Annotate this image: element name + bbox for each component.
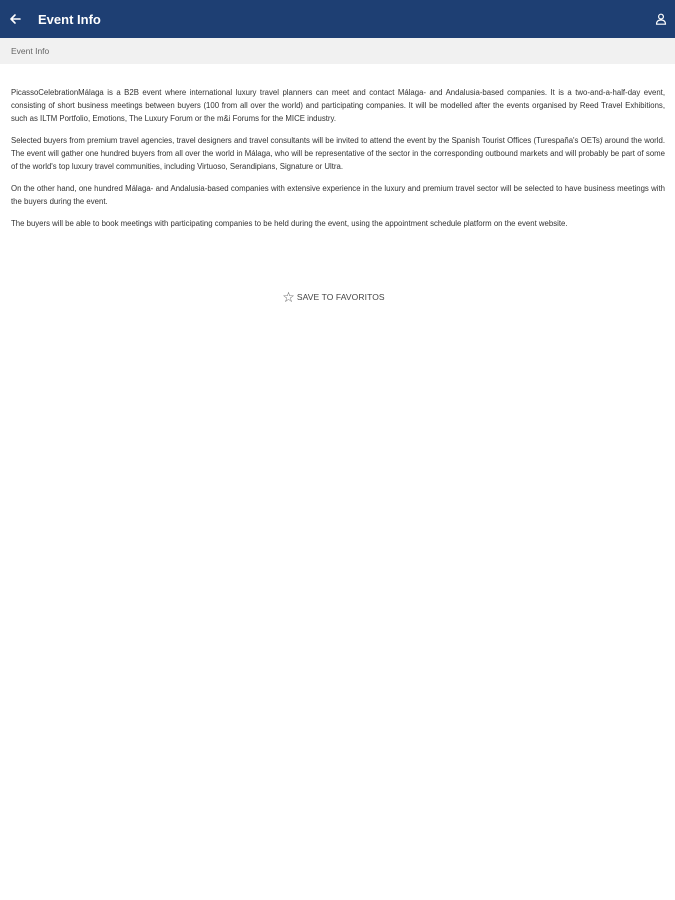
profile-button[interactable] (649, 0, 673, 38)
back-button[interactable] (0, 0, 30, 38)
save-to-favorites-button[interactable] (0, 288, 675, 306)
description-paragraph: On the other hand, one hundred Málaga- and Andalusia-based companies with extensive experience in the luxury and premium travel sector will be selected to have business meetings with the buyers during the event. (11, 184, 665, 206)
breadcrumb-label: Event Info (11, 46, 50, 56)
description-paragraph: Selected buyers from premium travel agencies, travel designers and travel consultants will be invited to attend the event by the Spanish Tourist Offices (Turespaña's OETs) around the world. The event will gather one hundred buyers from all over the world in Málaga, who will be representative of the sector in the corresponding outbound markets and will probably be part of some of the world's top luxury travel communities, including Virtuoso, Serandipians, Signature or Ultra. (11, 136, 665, 171)
description-paragraph: The buyers will be able to book meetings with participating companies to be held during the event, using the appointment schedule platform on the event website. (11, 219, 568, 228)
description-paragraph: PicassoCelebrationMálaga is a B2B event where international luxury travel planners can meet and contact Málaga- and Andalusia-based companies. It is a two-and-a-half-day event, consisting of short business meetings between buyers (100 from all over the world) and participating companies. It will be modelled after the events organised by Reed Travel Exhibitions, such as ILTM Portfolio, Emotions, The Luxury Forum or the m&i Forums for the MICE industry. (11, 88, 665, 123)
save-to-favorites-label: SAVE TO FAVORITOS (296, 292, 385, 302)
star-outline-icon: ☆ (282, 289, 295, 305)
user-icon (655, 13, 667, 25)
breadcrumb (0, 38, 675, 64)
page-title: Event Info (38, 11, 101, 27)
app-bar (0, 0, 675, 38)
arrow-left-icon (9, 13, 21, 25)
event-description (11, 86, 665, 239)
